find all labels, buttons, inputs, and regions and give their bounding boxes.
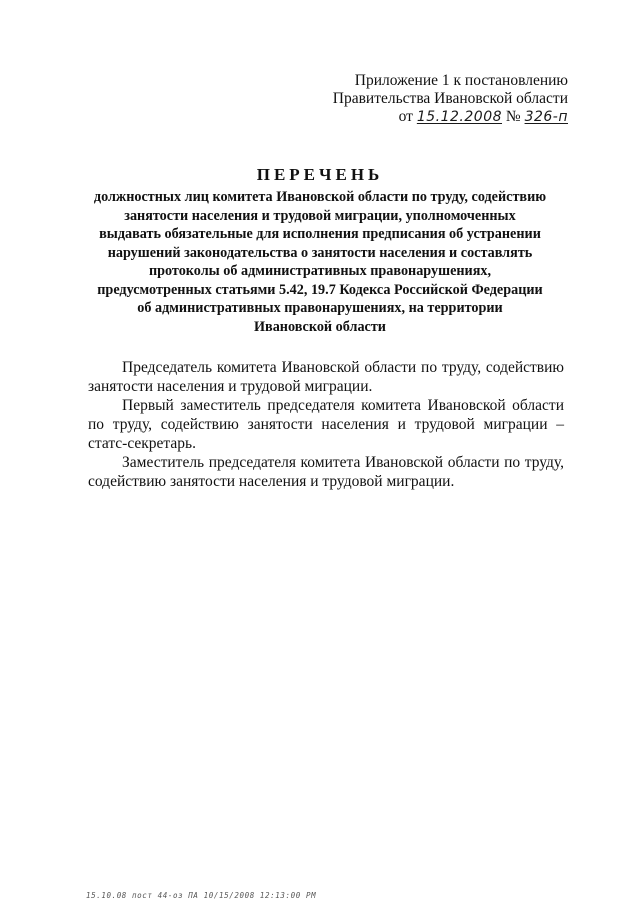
subtitle-line: Ивановской области: [254, 318, 386, 335]
subtitle-line: выдавать обязательные для исполнения предписания об устранении: [99, 226, 541, 242]
appendix-line-1: Приложение 1 к постановлению: [354, 72, 568, 89]
appendix-header: [248, 72, 568, 126]
number-sign: №: [505, 108, 521, 125]
appendix-line-2: Правительства Ивановской области: [332, 90, 568, 107]
subtitle-line: протоколы об административных правонарушениях,: [148, 263, 492, 279]
subtitle-line: об административных правонарушениях, на территории: [137, 300, 503, 316]
document-body: [88, 358, 564, 491]
handwritten-number: 326-п: [524, 109, 568, 125]
list-item-chairman: Председатель комитета Ивановской области по труду, содействию занятости населения и трудовой миграции.: [88, 359, 564, 395]
subtitle-line: нарушений законодательства о занятости населения и составлять: [107, 244, 533, 261]
subtitle-line: должностных лиц комитета Ивановской области по труду, содействию: [93, 189, 547, 205]
from-prefix: от: [398, 108, 413, 125]
footer-service-line: 15.10.08 пост 44-оз ПА 10/15/2008 12:13:00 PM: [86, 891, 317, 899]
list-item-first-deputy: Первый заместитель председателя комитета Ивановской области по труду, содействию занятости населения и трудовой миграции – статс-секретарь.: [88, 397, 564, 452]
document-title: ПЕРЕЧЕНЬ: [256, 165, 384, 184]
subtitle-line: предусмотренных статьями 5.42, 19.7 Кодекса Российской Федерации: [97, 281, 543, 298]
subtitle-line: занятости населения и трудовой миграции, уполномоченных: [124, 207, 516, 224]
appendix-line-3: [248, 108, 568, 126]
document-subtitle: [70, 188, 570, 336]
handwritten-date: 15.12.2008: [416, 109, 503, 125]
list-item-deputy: Заместитель председателя комитета Ивановской области по труду, содействию занятости населения и трудовой миграции.: [88, 454, 564, 490]
title-block: [70, 164, 570, 336]
